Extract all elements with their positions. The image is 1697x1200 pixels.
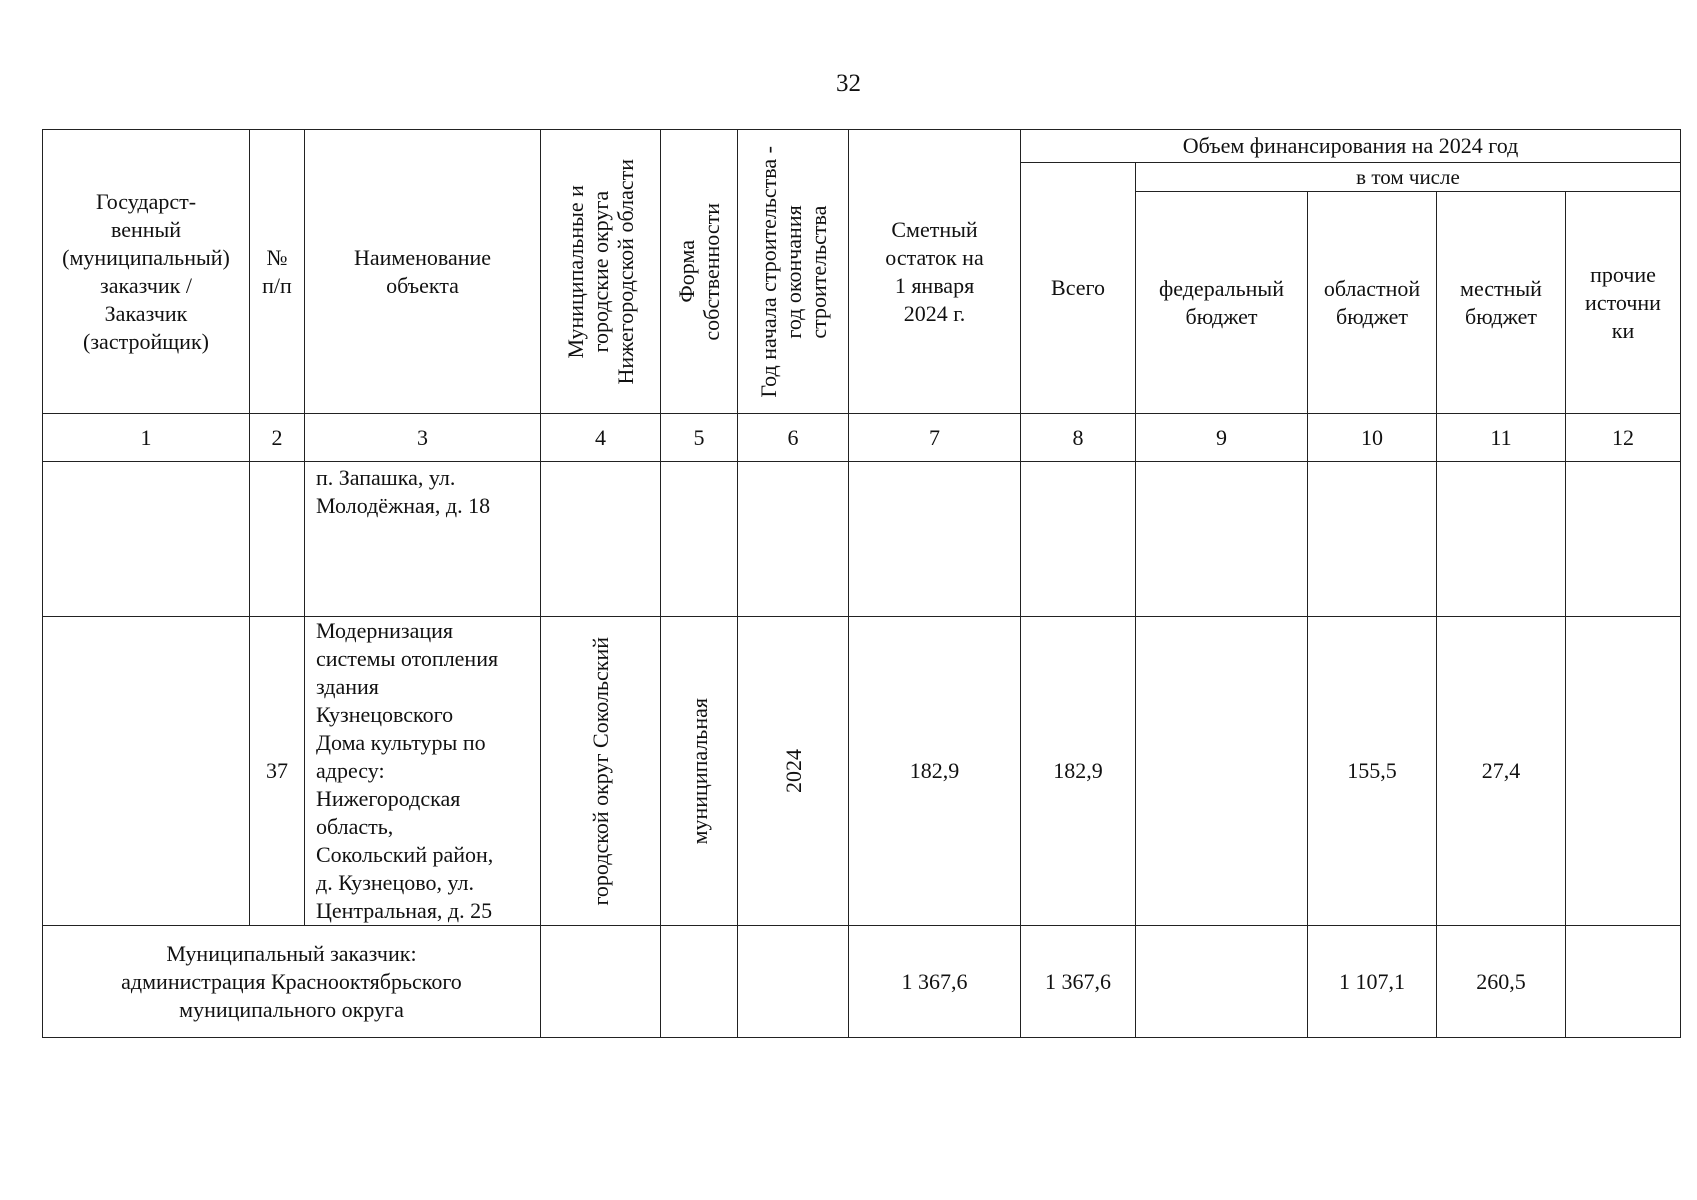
column-number: 6 (738, 414, 849, 462)
column-number: 7 (849, 414, 1021, 462)
column-number: 5 (661, 414, 738, 462)
summary-local: 260,5 (1437, 926, 1566, 1038)
row-district (541, 617, 661, 926)
header-districts-text: Муниципальные и городские округа Нижегородской области (563, 158, 638, 385)
row-years (738, 462, 849, 617)
row-total: 182,9 (1021, 617, 1136, 926)
header-federal: федеральный бюджет (1136, 192, 1308, 414)
page-number: 32 (836, 70, 861, 97)
column-number: 4 (541, 414, 661, 462)
summary-regional: 1 107,1 (1308, 926, 1437, 1038)
row-regional (1308, 462, 1437, 617)
row-other (1566, 462, 1681, 617)
header-number: № п/п (250, 130, 305, 414)
summary-federal (1136, 926, 1308, 1038)
column-number: 12 (1566, 414, 1681, 462)
header-ownership-text: Форма собственности (674, 202, 724, 341)
header-years-text: Год начала строительства - год окончания строительства (755, 145, 831, 398)
column-number: 8 (1021, 414, 1136, 462)
table-row (43, 462, 1681, 617)
row-regional: 155,5 (1308, 617, 1437, 926)
header-districts (541, 130, 661, 414)
row-years-text: 2024 (780, 749, 806, 793)
summary-ownership (661, 926, 738, 1038)
row-object-name: п. Запашка, ул. Молодёжная, д. 18 (305, 462, 541, 617)
row-other (1566, 617, 1681, 926)
header-other: прочие источни ки (1566, 192, 1681, 414)
row-years (738, 617, 849, 926)
column-number: 10 (1308, 414, 1437, 462)
header-ownership (661, 130, 738, 414)
header-estimate: Сметный остаток на 1 января 2024 г. (849, 130, 1021, 414)
column-number: 11 (1437, 414, 1566, 462)
row-customer-cell (43, 462, 250, 617)
header-regional: областной бюджет (1308, 192, 1437, 414)
header-object-name: Наименование объекта (305, 130, 541, 414)
row-total (1021, 462, 1136, 617)
column-numbers-row (43, 414, 1681, 462)
column-number: 2 (250, 414, 305, 462)
row-ownership-text: муниципальная (686, 697, 712, 845)
summary-district (541, 926, 661, 1038)
column-number: 3 (305, 414, 541, 462)
financing-table (42, 129, 1681, 1038)
summary-other (1566, 926, 1681, 1038)
row-district-text: городской округ Сокольский (588, 636, 613, 906)
column-number: 9 (1136, 414, 1308, 462)
summary-row (43, 926, 1681, 1038)
header-years (738, 130, 849, 414)
summary-label: Муниципальный заказчик: администрация Краснооктябрьского муниципального округа (43, 926, 541, 1038)
row-local: 27,4 (1437, 617, 1566, 926)
row-ownership (661, 617, 738, 926)
row-customer-cell (43, 617, 250, 926)
header-local: местный бюджет (1437, 192, 1566, 414)
header-customer: Государст- венный (муниципальный) заказчик / Заказчик (застройщик) (43, 130, 250, 414)
summary-years (738, 926, 849, 1038)
row-number-cell: 37 (250, 617, 305, 926)
row-estimate: 182,9 (849, 617, 1021, 926)
row-federal (1136, 617, 1308, 926)
summary-total: 1 367,6 (1021, 926, 1136, 1038)
row-federal (1136, 462, 1308, 617)
row-local (1437, 462, 1566, 617)
row-estimate (849, 462, 1021, 617)
header-total: Всего (1021, 163, 1136, 414)
row-ownership (661, 462, 738, 617)
header-funding-title: Объем финансирования на 2024 год (1021, 130, 1681, 163)
summary-estimate: 1 367,6 (849, 926, 1021, 1038)
header-including: в том числе (1136, 163, 1681, 192)
row-object-name: Модернизация системы отопления здания Кузнецовского Дома культуры по адресу: Нижегородская область, Сокольский район, д. Кузнецово, ул. Центральная, д. 25 (305, 617, 541, 926)
row-number-cell (250, 462, 305, 617)
table-row (43, 617, 1681, 926)
column-number: 1 (43, 414, 250, 462)
row-district (541, 462, 661, 617)
